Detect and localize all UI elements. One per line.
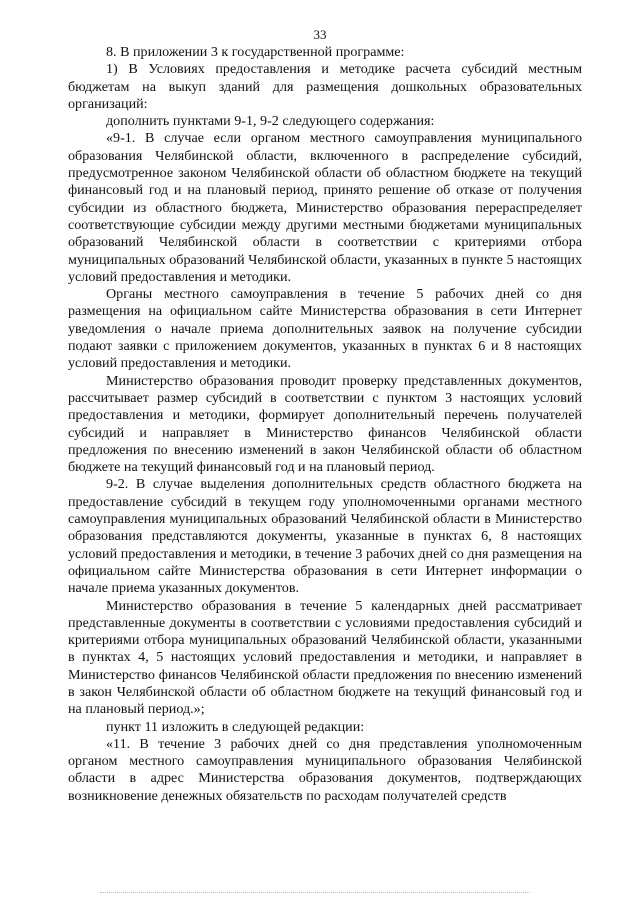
paragraph: 8. В приложении 3 к государственной программе: [106, 44, 405, 60]
scan-edge-divider [100, 892, 530, 893]
page-number: 33 [313, 27, 327, 42]
paragraph: 9-2. В случае выделения дополнительных средств областного бюджета на предоставление субсидий в текущем году уполномоченными органами местного самоуправления муниципальных образований Челябинской области в Министерство образования представляются документы, указанные в пунктах 6, 8 настоящих условий предоставления и методики, в течение 3 рабочих дней со дня размещения на официальном сайте Министерства образования в сети Интернет информации о начале приема указанных документов. [68, 476, 582, 597]
paragraph: Министерство образования проводит проверку представленных документов, рассчитывает размер субсидий в соответствии с пунктом 3 настоящих условий предоставления и методики, формирует дополнительный перечень получателей субсидий и направляет в Министерство финансов Челябинской области предложения по внесению изменений в закон Челябинской области об областном бюджете на текущий финансовый год и на плановый период. [68, 372, 582, 476]
document-body [68, 44, 582, 805]
paragraph: «9-1. В случае если органом местного самоуправления муниципального образования Челябинской области, включенного в распределение субсидий, предусмотренное законом Челябинской области об областном бюджете на текущий финансовый год и на плановый период, принято решение об отказе от получения субсидии из областного бюджета, Министерство образования перераспределяет соответствующие субсидии между другими местными бюджетами муниципальных образований Челябинской области в соответствии с критериями отбора муниципальных образований Челябинской области, указанных в пункте 5 настоящих условий предоставления и методики. [68, 130, 582, 285]
paragraph: дополнить пунктами 9-1, 9-2 следующего содержания: [106, 113, 435, 130]
paragraph: Органы местного самоуправления в течение 5 рабочих дней со дня размещения на официальном сайте Министерства образования в сети Интернет уведомления о начале приема дополнительных заявок на получение субсидии подают заявки с приложением документов, указанных в пунктах 6 и 8 настоящих условий предоставления и методики. [68, 286, 582, 372]
paragraph: 1) В Условиях предоставления и методике расчета субсидий местным бюджетам на выкуп зданий для размещения дошкольных образовательных организаций: [68, 61, 582, 112]
paragraph: Министерство образования в течение 5 календарных дней рассматривает представленные документы в соответствии с условиями предоставления субсидий и критериями отбора муниципальных образований Челябинской области, указанными в пунктах 4, 5 настоящих условий предоставления и методики, и направляет в Министерство финансов Челябинской области предложения по внесению изменений в закон Челябинской области об областном бюджете на текущий финансовый год и на плановый период.»; [68, 597, 582, 718]
paragraph: «11. В течение 3 рабочих дней со дня представления уполномоченным органом местного самоуправления муниципального образования Челябинской области в адрес Министерства образования документов, подтверждающих возникновение денежных обязательств по расходам получателей средств [68, 735, 582, 804]
paragraph: пункт 11 изложить в следующей редакции: [106, 718, 365, 735]
